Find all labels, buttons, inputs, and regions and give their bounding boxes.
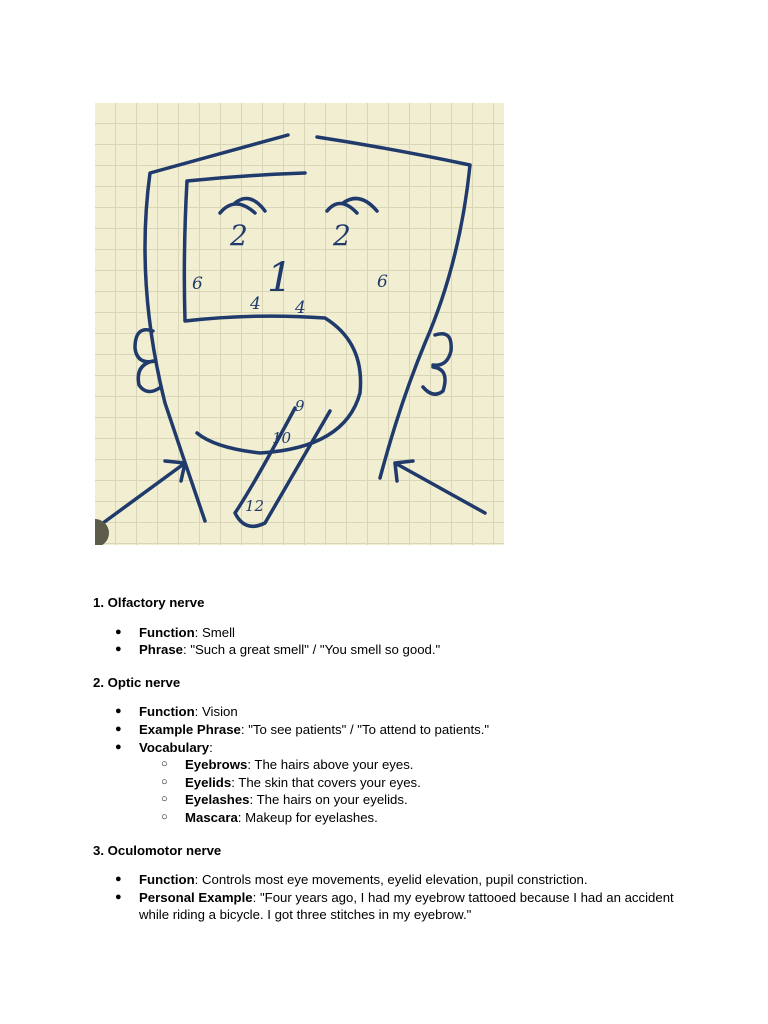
label-4-right: 4 [295,298,306,318]
cranial-nerves-face-diagram [95,103,504,545]
item-text: : [209,739,213,755]
label-4-left: 4 [250,294,261,314]
vocab-term: Mascara [185,809,238,825]
list-item [93,889,693,924]
item-term: Function [139,624,195,640]
vocab-item [139,791,693,809]
label-2-left: 2 [230,219,248,252]
item-term: Phrase [139,642,183,658]
item-term: Function [139,704,195,720]
list-item [93,624,693,642]
vocab-item [139,756,693,774]
item-text: : "Four years ago, I had my eyebrow tattooed because I had an accident while riding a bicycle. I got three stitches in my eyebrow." [139,889,674,923]
list-item [93,739,693,827]
item-term: Example Phrase [139,721,241,737]
item-text: : "Such a great smell" / "You smell so good." [183,642,441,658]
olfactory-list [93,624,693,659]
label-9: 9 [295,397,305,415]
item-text: : Vision [194,704,238,720]
label-12: 12 [245,497,265,515]
label-6-right: 6 [377,272,388,292]
vocab-term: Eyelashes [185,792,250,808]
optic-list [93,703,693,826]
vocab-item [139,809,693,827]
item-term: Vocabulary [139,739,210,755]
item-text: : Controls most eye movements, eyelid elevation, pupil constriction. [194,872,588,888]
vocab-text: : Makeup for eyelashes. [237,809,378,825]
list-item [93,703,693,721]
item-term: Personal Example [139,889,253,905]
section-heading-olfactory: 1. Olfactory nerve [93,595,205,610]
list-item [93,641,693,659]
oculomotor-list [93,871,693,924]
item-term: Function [139,872,195,888]
vocab-term: Eyebrows [185,757,248,773]
section-heading-oculomotor: 3. Oculomotor nerve [93,842,222,858]
vocab-text: : The skin that covers your eyes. [231,774,421,790]
label-6-left: 6 [192,274,203,294]
label-10: 10 [272,429,292,447]
vocab-item [139,774,693,792]
list-item [93,721,693,739]
section-heading-optic: 2. Optic nerve [93,674,181,690]
vocabulary-list [139,756,693,826]
document-body [93,594,693,939]
item-text: : Smell [194,624,235,640]
label-2-right: 2 [333,219,351,252]
vocab-text: : The hairs above your eyes. [247,757,414,773]
vocab-text: : The hairs on your eyelids. [249,792,408,808]
list-item [93,871,693,889]
vocab-term: Eyelids [185,774,232,790]
label-1: 1 [267,255,293,301]
item-text: : "To see patients" / "To attend to patients." [240,721,490,737]
